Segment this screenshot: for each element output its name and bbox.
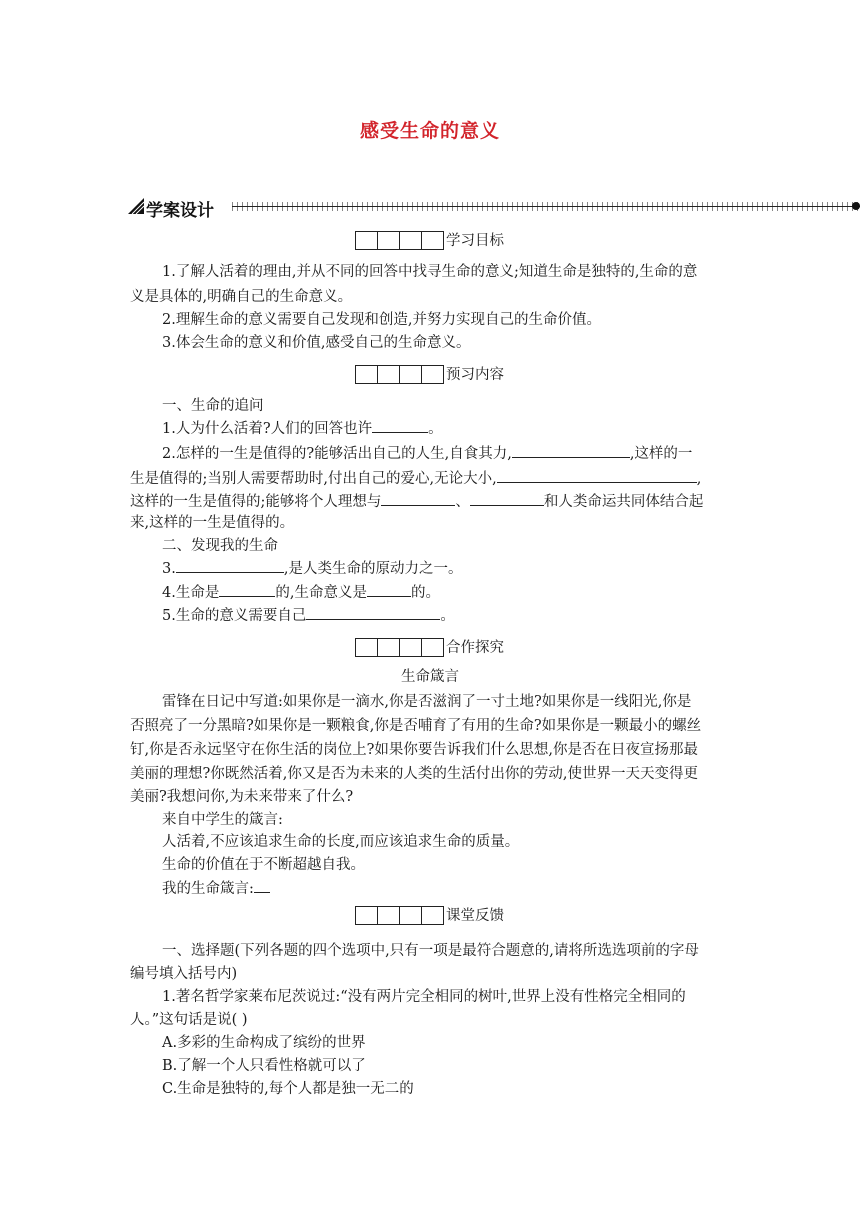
fill-blank[interactable]: [254, 878, 270, 893]
fill-blank[interactable]: [219, 582, 275, 597]
preview-q4-c: 的。: [410, 585, 440, 601]
preview-q1: [162, 418, 443, 439]
fill-blank[interactable]: [367, 582, 411, 597]
preview-q5: [162, 605, 455, 626]
goal-1-line-1: 1.了解人活着的理由,并从不同的回答中找寻生命的意义;知道生命是独特的,生命的意: [162, 264, 698, 280]
feedback-q1-line1: 1.著名哲学家莱布尼茨说过:“没有两片完全相同的树叶,世界上没有性格完全相同的: [162, 989, 686, 1005]
preview-q2-line2-b: ,: [696, 471, 702, 487]
goal-3: 3.体会生命的意义和价值,感受自己的生命意义。: [162, 335, 471, 351]
heading-goals: [355, 230, 504, 250]
preview-q2-a: 2.怎样的一生是值得的?能够活出自己的人生,自食其力,: [162, 446, 512, 462]
fill-blank[interactable]: [372, 418, 428, 433]
fill-blank[interactable]: [497, 468, 697, 483]
preview-part1-title: 一、生命的追问: [162, 398, 264, 414]
preview-q2-line3-a: 这样的一生是值得的;能够将个人理想与: [130, 494, 382, 510]
heading-feedback-label: 课堂反馈: [446, 908, 504, 924]
section-end-dot: [852, 202, 860, 210]
fill-blank[interactable]: [512, 443, 630, 458]
feedback-instructions-line2: 编号填入括号内): [130, 966, 238, 982]
preview-q2-line2-a: 生是值得的;当别人需要帮助时,付出自己的爱心,无论大小,: [130, 471, 497, 487]
preview-q3-a: 3.: [162, 561, 176, 577]
explore-subtitle: 生命箴言: [401, 669, 459, 685]
explore-paragraph-line: 美丽的理想?你既然活着,你又是否为未来的人类的生活付出你的劳动,使世界一天天变得更: [130, 766, 698, 782]
fill-blank[interactable]: [176, 558, 284, 573]
preview-q5-b: 。: [440, 608, 455, 624]
heading-feedback: [355, 905, 504, 925]
option-c: C.生命是独特的,每个人都是独一无二的: [162, 1081, 414, 1097]
explore-quote-2: 生命的价值在于不断超越自我。: [162, 857, 365, 873]
heading-explore: [355, 637, 504, 657]
preview-q2-b: ,这样的一: [629, 446, 693, 462]
preview-q2-line3-sep: 、: [455, 494, 470, 510]
heading-boxes: [355, 231, 444, 250]
explore-paragraph-line: 否照亮了一分黑暗?如果你是一颗粮食,你是否哺育了有用的生命?如果你是一颗最小的螺丝: [130, 718, 702, 734]
preview-q3-b: ,是人类生命的原动力之一。: [283, 561, 463, 577]
preview-q4: [162, 582, 440, 603]
fill-blank[interactable]: [306, 605, 440, 620]
preview-q2-line2: [130, 468, 701, 489]
heading-boxes: [355, 638, 444, 657]
heading-boxes: [355, 906, 444, 925]
preview-q2-line1: [162, 443, 692, 464]
explore-my-motto: [162, 878, 270, 899]
preview-q4-b: 的,生命意义是: [275, 585, 367, 601]
goal-1-line-2: 义是具体的,明确自己的生命意义。: [130, 289, 353, 305]
heading-boxes: [355, 365, 444, 384]
goal-2: 2.理解生命的意义需要自己发现和创造,并努力实现自己的生命价值。: [162, 312, 601, 328]
page-title: 感受生命的意义: [359, 120, 500, 142]
feedback-q1-line2: 人。”这句话是说( ): [130, 1012, 248, 1028]
preview-part2-title: 二、发现我的生命: [162, 538, 278, 554]
heading-preview-label: 预习内容: [446, 367, 504, 383]
preview-q2-line3: [130, 491, 703, 512]
preview-q2-line4: 来,这样的一生是值得的。: [130, 515, 295, 531]
explore-paragraph-line: 钉,你是否永远坚守在你生活的岗位上?如果你要告诉我们什么思想,你是否在日夜宣扬那最: [130, 742, 698, 758]
option-a: A.多彩的生命构成了缤纷的世界: [162, 1035, 366, 1051]
preview-q1-text: 1.人为什么活着?人们的回答也许: [162, 421, 373, 437]
heading-explore-label: 合作探究: [446, 640, 504, 656]
preview-q2-line3-b: 和人类命运共同体结合起: [543, 494, 704, 510]
preview-q4-a: 4.生命是: [162, 585, 220, 601]
triangle-icon: [128, 198, 144, 214]
feedback-instructions-line1: 一、选择题(下列各题的四个选项中,只有一项是最符合题意的,请将所选选项前的字母: [162, 943, 699, 959]
option-b: B.了解一个人只看性格就可以了: [162, 1058, 366, 1074]
explore-paragraph-line: 美丽?我想问你,为未来带来了什么?: [130, 789, 354, 805]
explore-quote-intro: 来自中学生的箴言:: [162, 812, 283, 828]
explore-my-motto-label: 我的生命箴言:: [162, 881, 254, 897]
section-bar: [128, 196, 860, 221]
explore-quote-1: 人活着,不应该追求生命的长度,而应该追求生命的质量。: [162, 834, 520, 850]
preview-q3: [162, 558, 462, 579]
preview-q1-end: 。: [428, 421, 443, 437]
fill-blank[interactable]: [470, 491, 544, 506]
heading-preview: [355, 364, 504, 384]
fill-blank[interactable]: [381, 491, 455, 506]
section-ticks: [232, 202, 860, 211]
section-label: 学案设计: [146, 201, 214, 221]
heading-goals-label: 学习目标: [446, 233, 504, 249]
explore-paragraph-line: 雷锋在日记中写道:如果你是一滴水,你是否滋润了一寸土地?如果你是一线阳光,你是: [162, 694, 692, 710]
preview-q5-a: 5.生命的意义需要自己: [162, 608, 307, 624]
